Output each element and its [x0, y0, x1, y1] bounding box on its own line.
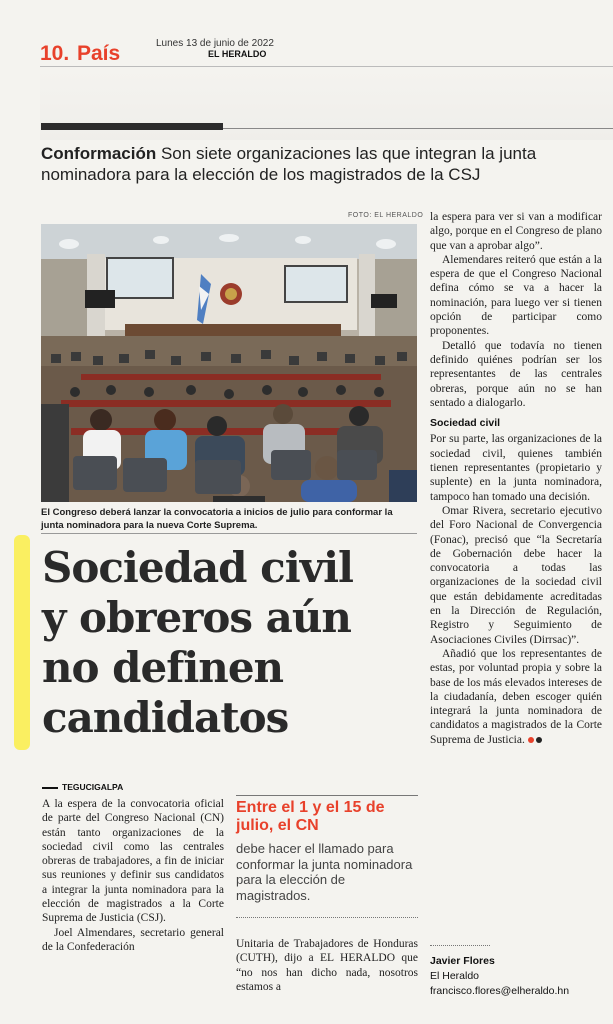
dateline-bar [42, 787, 58, 789]
paragraph: la espera para ver si van a modificar algo, porque en el Congreso de plano que van a aprobar algo”. [430, 211, 602, 252]
subhead-sociedad-civil: Sociedad civil [430, 417, 501, 430]
paragraph: Por su parte, las organizaciones de la sociedad civil, quienes también tienen representantes (propietario y suplente) en la junta nominadora, tampoco han tomado una decisión. [430, 433, 602, 503]
dateline: TEGUCIGALPA [62, 782, 124, 792]
body-column-middle [236, 937, 418, 994]
caption-rule [41, 533, 417, 534]
author-paper: El Heraldo [430, 970, 480, 982]
author-email: francisco.flores@elheraldo.hn [430, 985, 570, 997]
kicker-label: Conformación [41, 144, 157, 163]
kicker [41, 143, 611, 185]
paragraph: Joel Almendares, secretario general de la Confederación [42, 926, 224, 953]
congress-hall-illustration [41, 224, 417, 502]
headline-line-2: y obreros aún [42, 593, 351, 642]
newspaper-name: EL HERALDO [208, 49, 267, 59]
paragraph: Unitaria de Trabajadores de Honduras (CUTH), dijo a EL HERALDO que “no nos han dicho nada, nosotros estamos a [236, 938, 418, 993]
paragraph: Alemendares reiteró que están a la espera de que el Congreso Nacional defina cómo se va a hacer la nominación, para luego ver si tienen opción de participar como proponentes. [430, 253, 602, 338]
paragraph-text: Añadió que los representantes de estas, por voluntad propia y sobre la base de los más elevados intereses de la ciudadanía, deben escoger quién integrará la junta nominadora de candidatos a magistrados de la Corte Suprema de Justicia. [430, 647, 602, 746]
kicker-rule [223, 128, 613, 129]
headline-line-3: no definen [42, 643, 284, 692]
highlighter-mark [14, 535, 30, 750]
congress-photo [41, 224, 417, 502]
photo-credit: FOTO: EL HERALDO [348, 212, 424, 219]
signature-dotted-rule [430, 945, 490, 946]
photo-caption: El Congreso deberá lanzar la convocatoria a inicios de julio para conformar la junta nominadora para la nueva Corte Suprema. [41, 507, 393, 531]
end-mark-icon [528, 737, 534, 743]
body-column-right [430, 210, 602, 747]
pull-quote-dotted-rule [236, 917, 418, 918]
headline-line-1: Sociedad civil [42, 543, 354, 592]
headline-line-4: candidatos [42, 693, 289, 742]
headline [42, 543, 422, 743]
kicker-bar [41, 123, 223, 130]
section-title: País [77, 42, 121, 65]
page-number: 10. [40, 42, 70, 65]
pull-quote-text: debe hacer el llamado para conformar la junta nominadora para la elección de magistrados. [236, 841, 413, 903]
issue-date: Lunes 13 de junio de 2022 [156, 38, 274, 49]
author-name: Javier Flores [430, 955, 495, 967]
pull-quote-rule [236, 795, 418, 796]
kicker-text: Son siete organizaciones las que integran la junta nominadora para la elección de los magistrados de la CSJ [41, 144, 537, 184]
paragraph: Omar Rivera, secretario ejecutivo del Foro Nacional de Convergencia (Fonac), precisó que “la Secretaría de Gobernación debe hacer la convocatoria a todas las organizaciones de la sociedad civil que están debidamente acreditadas en la Dirección de Regulación, Registro y Seguimiento de Asociaciones Civiles (Dirrsac)”. [430, 504, 602, 646]
paragraph: A la espera de la convocatoria oficial de parte del Congreso Nacional (CN) están tanto organizaciones de la sociedad civil como las centrales obreras de trabajadores, a fin de iniciar sus reuniones y definir sus candidatos a integrar la junta nominadora para la elección de magistrados a la Corte Suprema de Justicia (CSJ). [42, 798, 224, 925]
pull-quote-highlight: Entre el 1 y el 15 de julio, el CN [236, 799, 385, 834]
paragraph-last [430, 647, 602, 747]
header-rule [40, 66, 613, 67]
paragraph: Detalló que todavía no tienen definido quiénes podrían ser los representantes de las centrales obreras, porque aún no se han sentado a dialogarlo. [430, 339, 602, 409]
end-dot-icon [536, 737, 542, 743]
body-column-left [42, 797, 224, 954]
